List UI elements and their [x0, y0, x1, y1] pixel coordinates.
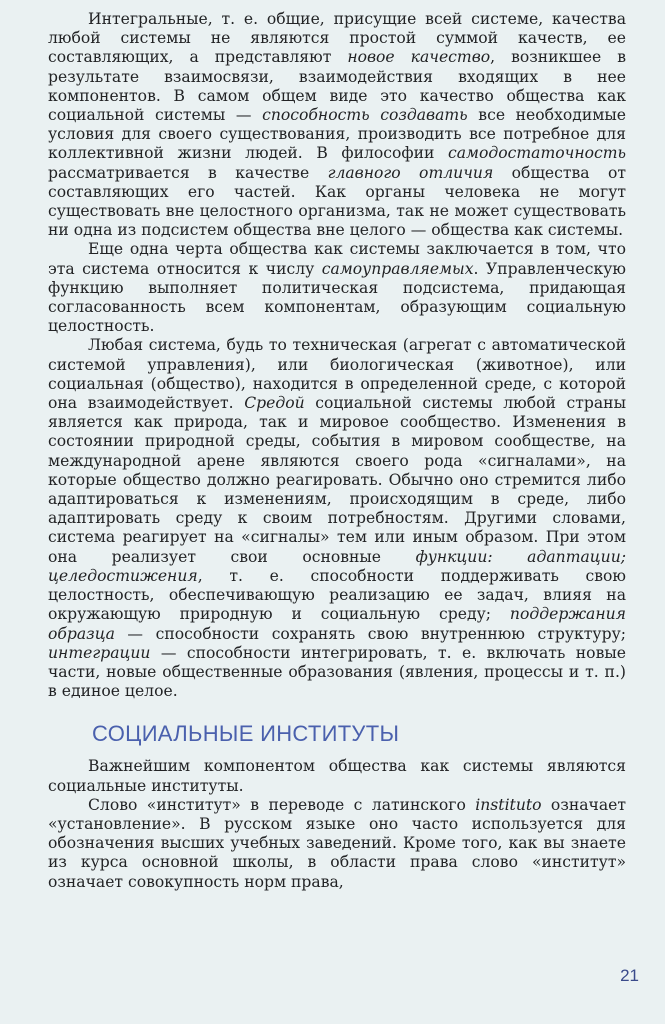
paragraphs-bottom — [48, 757, 626, 891]
italic-term: способность создавать — [262, 106, 468, 125]
text-run: Еще одна черта общества как системы заключается в том, что эта система относится к числу — [48, 240, 626, 278]
paragraph — [48, 10, 626, 240]
paragraph — [48, 240, 626, 336]
text-run: Слово «институт» в переводе с латинского — [88, 795, 476, 814]
text-run: рассматривается в качестве — [48, 163, 328, 182]
italic-term: функции: адаптации; целедостижения — [48, 547, 626, 585]
text-run: , возникшее в результате взаимосвязи, взаимодействия входящих в нее компонентов. В самом общем виде это качество общества как социальной системы — — [48, 48, 626, 125]
italic-term: новое качество — [347, 48, 491, 67]
paragraph — [48, 757, 626, 795]
italic-term: главного отличия — [327, 163, 494, 182]
text-run: все необходимые условия для своего существования, производить все потребное для коллективной жизни людей. В философии — [48, 106, 627, 163]
italic-term: Средой — [244, 394, 305, 413]
italic-term: самодостаточность — [448, 144, 626, 163]
text-run: , т. е. способности поддерживать свою целостность, обеспечивающую реализацию ее задач, влияя на окружающую природную и социальную среду; — [48, 566, 626, 624]
text-run: Любая система, будь то техническая (агрегат с автоматической системой управления), или биологическая (животное), или социальная (общество), находится в определенной среде, с которой она взаимодействует. — [48, 336, 626, 413]
text-column — [48, 10, 626, 892]
italic-term: самоуправляемых — [321, 259, 474, 278]
text-run: общества от составляющих его частей. Как органы человека не могут существовать вне целостного организма, так не может существовать ни одна из подсистем общества вне целого — общества как системы. — [48, 163, 626, 240]
text-run: — способности сохранять свою внутреннюю структуру; — [114, 624, 626, 643]
paragraph — [48, 796, 626, 892]
text-run: социальной системы любой страны является как природа, так и мировое сообщество. Изменения в состоянии природной среды, события в мировом сообществе, на международной арене являются своего рода «сигналами», на которые общество должно реагировать. Обычно оно стремится либо адаптироваться к изменениям, происходящим в среде, либо адаптировать среду к своим потребностям. Другими словами, система реагирует на «сигналы» тем или иным образом. При этом она реализует свои основные — [48, 394, 626, 566]
text-run: . Управленческую функцию выполняет политическая подсистема, придающая согласованность всем компонентам, образующим социальную целостность. — [48, 259, 626, 336]
italic-term: поддержания образца — [48, 605, 626, 643]
paragraph — [48, 336, 626, 701]
text-run: Важнейшим компонентом общества как системы являются социальные институты. — [48, 757, 626, 795]
text-run: означает «установление». В русском языке оно часто используется для обозначения высших учебных заведений. Кроме того, как вы знаете из курса основной школы, в области права слово «институт» означает совокупность норм права, — [48, 795, 626, 891]
text-run: — способности интегрировать, т. е. включать новые части, новые общественные образования (явления, процессы и т. п.) в единое целое. — [48, 643, 626, 701]
page-number: 21 — [620, 966, 639, 985]
paragraphs-top — [48, 10, 626, 701]
text-run: Интегральные, т. е. общие, присущие всей системе, качества любой системы не являются простой суммой качеств, ее составляющих, а представляют — [48, 10, 626, 67]
italic-term: интеграции — [48, 643, 151, 662]
section-heading: СОЦИАЛЬНЫЕ ИНСТИТУТЫ — [92, 721, 400, 747]
italic-term: instituto — [475, 795, 542, 814]
